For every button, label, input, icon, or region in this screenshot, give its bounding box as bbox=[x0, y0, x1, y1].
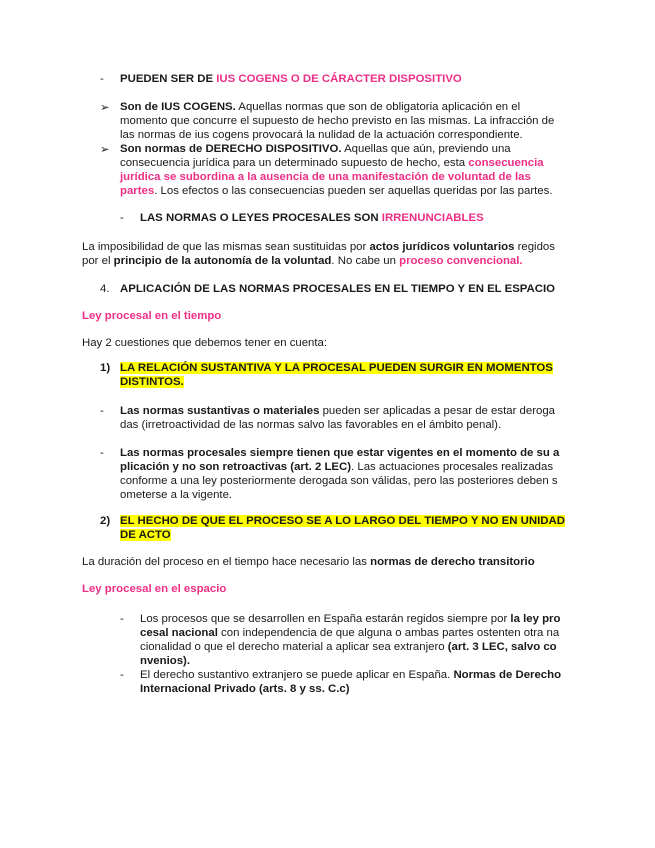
highlighted-text: LA RELACIÓN SUSTANTIVA Y LA PROCESAL PUEDEN SURGIR EN MOMENTOS bbox=[120, 362, 553, 374]
list-number-text: 1) bbox=[100, 362, 111, 374]
section-title bbox=[120, 282, 555, 296]
dash-bullet: - bbox=[100, 405, 104, 417]
body-text: La duración del proceso en el tiempo hace necesario las bbox=[82, 556, 371, 568]
ius-line-1 bbox=[120, 100, 520, 114]
item2-line-1 bbox=[120, 514, 565, 528]
ius-line-2: momento que concurre el supuesto de hecho previsto en las mismas. La infracción de bbox=[120, 115, 555, 127]
disp-line-3 bbox=[120, 170, 531, 184]
body-text: . Las actuaciones procesales realizadas bbox=[351, 461, 554, 473]
list-number-text: 2) bbox=[100, 515, 111, 527]
bold-text: cesal nacional bbox=[140, 627, 218, 639]
para-text: La imposibilidad de que las mismas sean sustituidas por bbox=[82, 241, 370, 253]
heading-text: LAS NORMAS O LEYES PROCESALES SON bbox=[140, 212, 382, 224]
bold-text: plicación y no son retroactivas (art. 2 LEC) bbox=[120, 461, 352, 473]
para-bold: actos jurídicos voluntarios bbox=[369, 241, 515, 253]
bold-text: Internacional Privado (arts. 8 y ss. C.c) bbox=[140, 683, 350, 695]
list-number bbox=[100, 361, 110, 375]
dash-bullet: - bbox=[120, 613, 124, 625]
e1-line-1 bbox=[140, 612, 560, 626]
item2-line-2 bbox=[120, 528, 171, 542]
bold-text: Las normas sustantivas o materiales bbox=[120, 405, 320, 417]
heading-highlight: IRRENUNCIABLES bbox=[381, 212, 484, 224]
e2-line-1 bbox=[140, 668, 561, 682]
heading-ius-cogens bbox=[120, 72, 462, 86]
disp-title: Son normas de DERECHO DISPOSITIVO. bbox=[120, 143, 342, 155]
e1-line-3 bbox=[140, 640, 557, 654]
body-text: con independencia de que alguna o ambas partes ostenten otra na bbox=[217, 627, 560, 639]
e1-line-4 bbox=[140, 654, 190, 668]
disp-text: . Los efectos o las consecuencias pueden ser aquellas queridas por las partes. bbox=[154, 185, 553, 197]
disp-line-2 bbox=[120, 156, 544, 170]
dash-bullet: - bbox=[120, 212, 124, 224]
section-number: 4. bbox=[100, 283, 110, 295]
para-line-2 bbox=[82, 254, 523, 268]
arrow-bullet-icon: ➢ bbox=[100, 100, 110, 114]
ius-line-3: las normas de ius cogens provocará la nulidad de la actuación correspondiente. bbox=[120, 129, 523, 141]
heading-text: PUEDEN SER DE bbox=[120, 73, 217, 85]
disp-text: consecuencia jurídica para un determinado supuesto de hecho, esta bbox=[120, 157, 469, 169]
heading-irrenunciables bbox=[140, 211, 484, 225]
para-line-1 bbox=[82, 240, 555, 254]
disp-text: Aquellas que aún, previendo una bbox=[341, 143, 511, 155]
para-text: . No cabe un bbox=[331, 255, 400, 267]
item1-line-1 bbox=[120, 361, 553, 375]
disp-highlight: partes bbox=[120, 185, 155, 197]
body-text: cionalidad o que el derecho material a aplicar sea extranjero bbox=[140, 641, 448, 653]
subheading-espacio bbox=[82, 582, 226, 596]
dash-bullet: - bbox=[100, 447, 104, 459]
bold-text: nvenios). bbox=[140, 655, 191, 667]
para-text: por el bbox=[82, 255, 114, 267]
highlighted-text: DISTINTOS. bbox=[120, 376, 184, 388]
b2-line-3: conforme a una ley posteriormente derogada son válidas, pero las posteriores deben s bbox=[120, 475, 558, 487]
body-text: Los procesos que se desarrollen en España estarán regidos siempre por bbox=[140, 613, 511, 625]
body-text: El derecho sustantivo extranjero se puede aplicar en España. bbox=[140, 669, 454, 681]
e1-line-2 bbox=[140, 626, 559, 640]
bold-text: Las normas procesales siempre tienen que estar vigentes en el momento de su a bbox=[120, 447, 560, 459]
disp-line-4 bbox=[120, 184, 553, 198]
subheading-text: Ley procesal en el tiempo bbox=[82, 310, 222, 322]
disp-highlight: jurídica se subordina a la ausencia de una manifestación de voluntad de las bbox=[120, 171, 531, 183]
bold-text: la ley pro bbox=[510, 613, 561, 625]
bold-text: (art. 3 LEC, salvo co bbox=[447, 641, 557, 653]
subheading-tiempo bbox=[82, 309, 221, 323]
para-text: regidos bbox=[514, 241, 555, 253]
bold-text: normas de derecho transitorio bbox=[370, 556, 535, 568]
b1-line-2: das (irretroactividad de las normas salvo las favorables en el ámbito penal). bbox=[120, 419, 502, 431]
b2-line-4: ometerse a la vigente. bbox=[120, 489, 233, 501]
b2-line-1 bbox=[120, 446, 559, 460]
heading-highlight: IUS COGENS O DE CÁRACTER DISPOSITIVO bbox=[216, 73, 462, 85]
highlighted-text: EL HECHO DE QUE EL PROCESO SE A LO LARGO DEL TIEMPO Y NO EN UNIDAD bbox=[120, 515, 565, 527]
b1-line-1 bbox=[120, 404, 555, 418]
b2-line-2 bbox=[120, 460, 553, 474]
list-number bbox=[100, 514, 110, 528]
para-highlight: proceso convencional. bbox=[399, 255, 523, 267]
ius-title: Son de IUS COGENS. bbox=[120, 101, 236, 113]
arrow-bullet-icon: ➢ bbox=[100, 142, 110, 156]
disp-highlight: consecuencia bbox=[468, 157, 544, 169]
item1-line-2 bbox=[120, 375, 184, 389]
e2-line-2 bbox=[140, 682, 350, 696]
bold-text: Normas de Derecho bbox=[453, 669, 562, 681]
body-text: pueden ser aplicadas a pesar de estar deroga bbox=[319, 405, 556, 417]
dash-bullet: - bbox=[100, 73, 104, 85]
dash-bullet: - bbox=[120, 669, 124, 681]
subheading-text: Ley procesal en el espacio bbox=[82, 583, 227, 595]
duracion-line bbox=[82, 555, 535, 569]
intro-text: Hay 2 cuestiones que debemos tener en cuenta: bbox=[82, 337, 328, 349]
disp-line-1 bbox=[120, 142, 511, 156]
para-bold: principio de la autonomía de la voluntad bbox=[113, 255, 332, 267]
ius-text: Aquellas normas que son de obligatoria aplicación en el bbox=[235, 101, 521, 113]
highlighted-text: DE ACTO bbox=[120, 529, 171, 541]
section-title-text: APLICACIÓN DE LAS NORMAS PROCESALES EN EL TIEMPO Y EN EL ESPACIO bbox=[120, 283, 556, 295]
